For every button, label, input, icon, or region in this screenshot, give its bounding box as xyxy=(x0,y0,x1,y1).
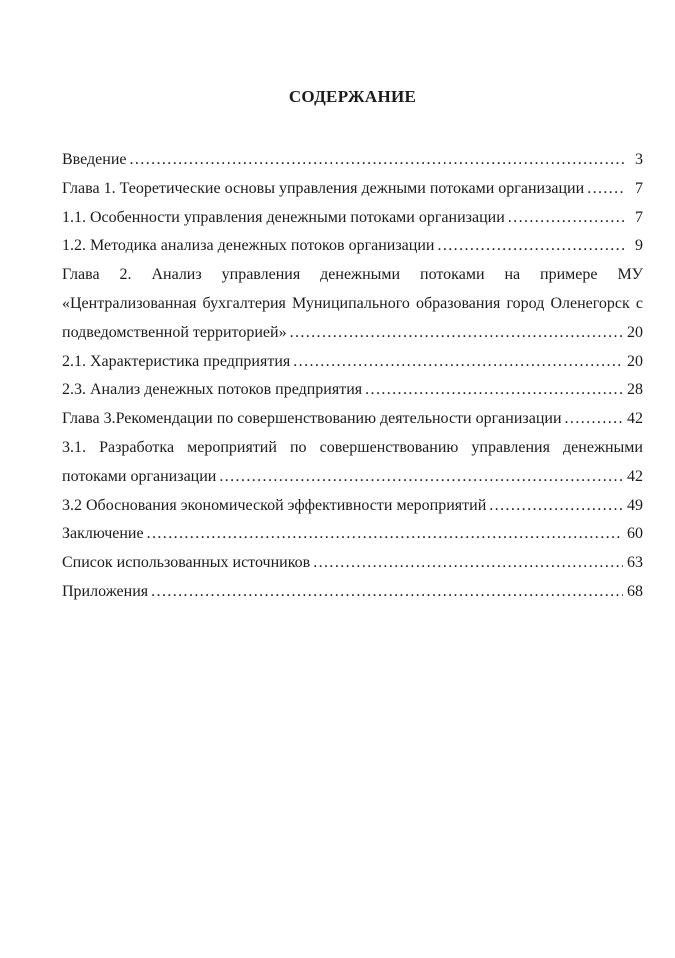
toc-page-number: 3 xyxy=(635,151,643,168)
toc-page-number: 7 xyxy=(635,208,643,226)
toc-entry-title: Введение xyxy=(62,151,127,168)
toc-page-number: 20 xyxy=(627,323,643,341)
toc-entry-line xyxy=(62,463,643,492)
toc-dot-leader xyxy=(565,405,623,434)
toc-dot-leader xyxy=(219,463,623,492)
toc-page-number: 9 xyxy=(635,237,643,255)
toc-entry-title: Список использованных источников xyxy=(62,554,311,572)
toc-page-number: 7 xyxy=(635,179,643,197)
toc-page-number: 49 xyxy=(627,496,643,514)
toc-dot-leader xyxy=(147,520,623,549)
toc-entry-line xyxy=(62,520,643,549)
toc-dot-leader xyxy=(313,549,623,578)
toc-entry-title: 2.1. Характеристика предприятия xyxy=(62,352,291,370)
toc-dot-leader xyxy=(508,204,625,233)
toc-dot-leader xyxy=(290,319,623,348)
toc-entry xyxy=(62,405,643,434)
toc-entry-line xyxy=(62,376,643,405)
toc-entry xyxy=(62,348,643,377)
toc-page-number: 60 xyxy=(627,525,643,543)
toc-entry-wrapped-line: Глава 2. Анализ управления денежными потоками на примере МУ xyxy=(62,266,643,284)
toc-dot-leader xyxy=(151,578,623,607)
toc-dot-leader xyxy=(365,376,623,405)
toc-dot-leader xyxy=(587,175,625,204)
toc-page-number: 42 xyxy=(627,467,643,485)
toc-list xyxy=(62,146,643,607)
toc-entry-line xyxy=(62,405,643,434)
toc-entry-wrapped-line: 3.1. Разработка мероприятий по совершенствованию управления денежными xyxy=(62,438,643,456)
toc-entry xyxy=(62,492,643,521)
toc-entry-line xyxy=(62,578,643,607)
toc-entry-line xyxy=(62,232,643,261)
toc-entry-wrapped-line: «Централизованная бухгалтерия Муниципального образования город Оленегорск с xyxy=(62,294,643,312)
toc-dot-leader xyxy=(489,492,623,521)
toc-entry xyxy=(62,204,643,233)
toc-entry-title: 1.1. Особенности управления денежными потоками организации xyxy=(62,208,505,226)
toc-dot-leader xyxy=(437,232,625,261)
toc-title: СОДЕРЖАНИЕ xyxy=(288,87,417,106)
toc-entry xyxy=(62,578,643,607)
toc-entry-title: Глава 1. Теоретические основы управления дежными потоками организации xyxy=(62,179,585,197)
toc-entry xyxy=(62,376,643,405)
toc-entry-title: Глава 3.Рекомендации по совершенствованию деятельности организации xyxy=(62,410,562,428)
toc-page-number: 20 xyxy=(627,352,643,370)
toc-entry-title: Приложения xyxy=(62,582,149,600)
toc-entry-line xyxy=(62,319,643,348)
toc-entry-title: Заключение xyxy=(62,525,144,543)
page-content xyxy=(62,86,643,607)
toc-dot-leader xyxy=(293,348,623,377)
toc-entry-line xyxy=(62,204,643,233)
toc-page-number: 42 xyxy=(627,410,643,428)
toc-page-number: 68 xyxy=(627,582,643,600)
toc-entry-line xyxy=(62,146,643,175)
toc-entry-title: 3.2 Обоснования экономической эффективности мероприятий xyxy=(62,496,487,514)
toc-entry xyxy=(62,146,643,175)
toc-entry xyxy=(62,434,643,492)
toc-entry-line xyxy=(62,492,643,521)
toc-entry-title: потоками организации xyxy=(62,467,217,485)
toc-entry xyxy=(62,261,643,347)
toc-dot-leader xyxy=(130,146,626,175)
toc-entry-title: 2.3. Анализ денежных потоков предприятия xyxy=(62,381,363,399)
toc-entry-line xyxy=(62,175,643,204)
toc-entry-line xyxy=(62,549,643,578)
toc-entry xyxy=(62,520,643,549)
toc-entry-title: 1.2. Методика анализа денежных потоков организации xyxy=(62,237,435,255)
toc-entry-title: подведомственной территорией» xyxy=(62,323,287,341)
toc-entry-line xyxy=(62,348,643,377)
toc-entry xyxy=(62,232,643,261)
toc-entry xyxy=(62,549,643,578)
toc-page-number: 63 xyxy=(627,554,643,572)
toc-page-number: 28 xyxy=(627,381,643,399)
toc-entry xyxy=(62,175,643,204)
